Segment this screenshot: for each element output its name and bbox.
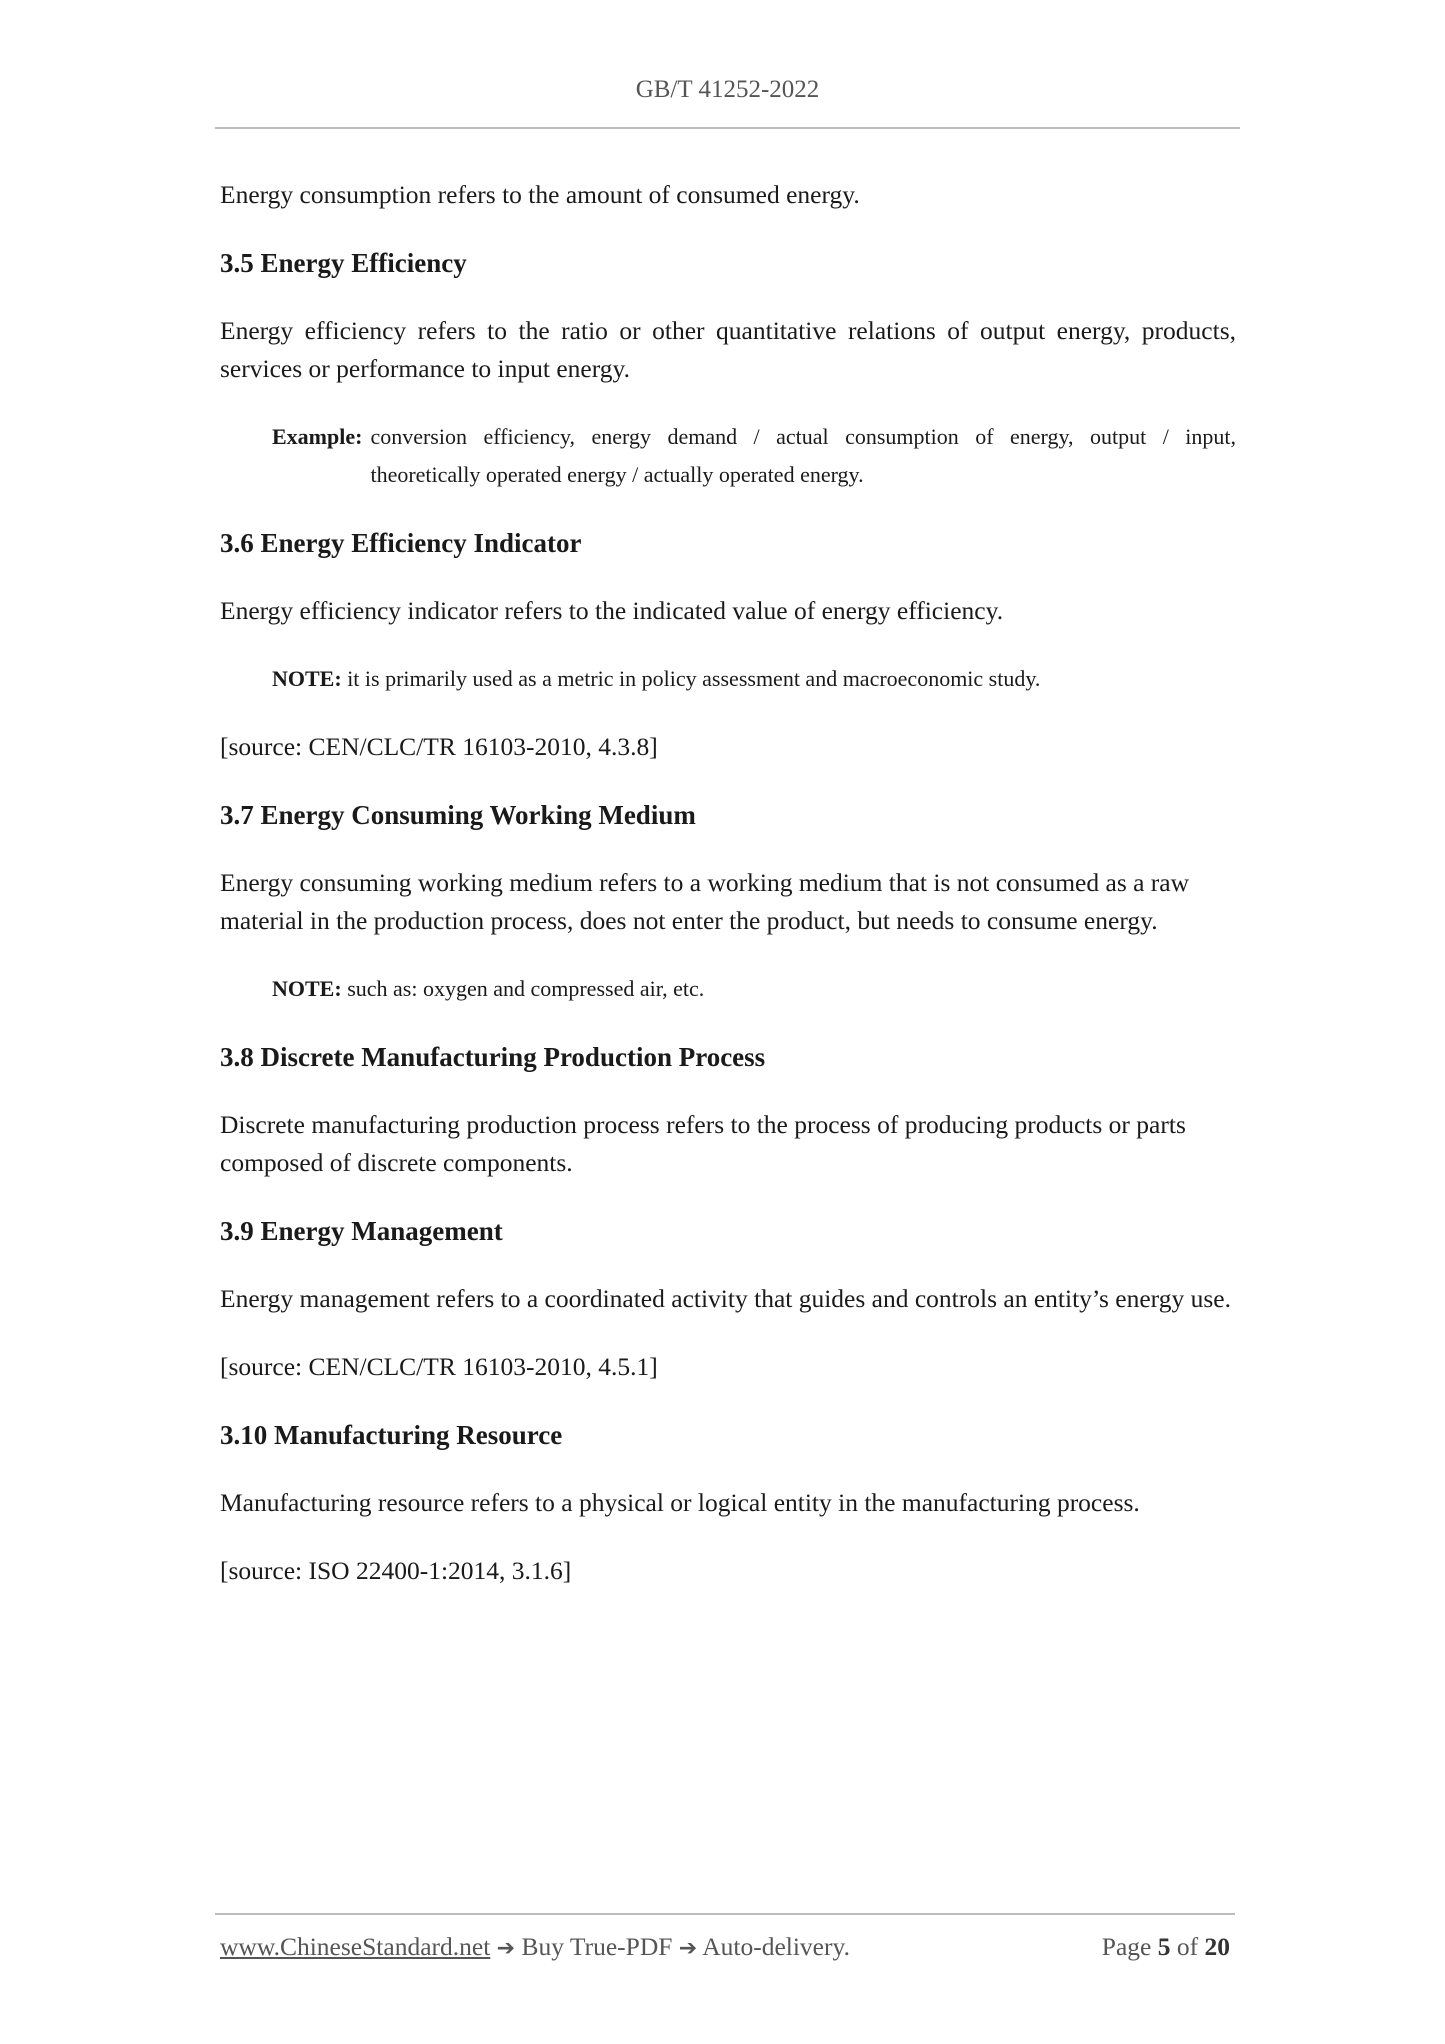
of-word: of [1176, 1932, 1199, 1961]
example-line-1: conversion efficiency, energy demand / actual consumption of energy, output / input, [370, 424, 1236, 449]
footer-divider [215, 1913, 1235, 1915]
heading-3-5: 3.5 Energy Efficiency [220, 248, 467, 278]
note-text: it is primarily used as a metric in policy assessment and macroeconomic study. [341, 666, 1041, 691]
delivery-text: Auto-delivery. [702, 1932, 850, 1961]
arrow-right-icon: ➔ [678, 1936, 698, 1961]
example-text [370, 418, 1236, 494]
footer-promo [220, 1932, 850, 1962]
intro-paragraph: Energy consumption refers to the amount of consumed energy. [220, 180, 860, 209]
example-line-2: theoretically operated energy / actually operated energy. [370, 462, 864, 487]
document-body [220, 176, 1236, 1620]
heading-3-7: 3.7 Energy Consuming Working Medium [220, 800, 696, 830]
page-word: Page [1101, 1932, 1152, 1961]
page-number [1102, 1932, 1230, 1962]
page-current: 5 [1157, 1932, 1171, 1961]
example-label: Example: [272, 424, 363, 449]
paragraph-3-5: Energy efficiency refers to the ratio or other quantitative relations of output energy, products, services or performance to input energy. [220, 316, 1236, 383]
source-3-9: [source: CEN/CLC/TR 16103-2010, 4.5.1] [220, 1352, 658, 1381]
note-3-7 [272, 970, 1236, 1008]
heading-3-9: 3.9 Energy Management [220, 1216, 503, 1246]
page-total: 20 [1204, 1932, 1230, 1961]
note-3-6 [272, 660, 1236, 698]
note-label: NOTE: [272, 976, 342, 1001]
source-3-6: [source: CEN/CLC/TR 16103-2010, 4.3.8] [220, 732, 658, 761]
paragraph-3-8: Discrete manufacturing production process refers to the process of producing products or parts composed of discrete components. [220, 1110, 1186, 1177]
paragraph-3-6: Energy efficiency indicator refers to the indicated value of energy efficiency. [220, 596, 1004, 625]
source-3-10: [source: ISO 22400-1:2014, 3.1.6] [220, 1556, 572, 1585]
paragraph-3-7: Energy consuming working medium refers to a working medium that is not consumed as a raw material in the production process, does not enter the product, but needs to consume energy. [220, 868, 1190, 935]
heading-3-6: 3.6 Energy Efficiency Indicator [220, 528, 582, 558]
header-divider [215, 127, 1240, 129]
page-footer [220, 1932, 1230, 1962]
page-header: GB/T 41252-2022 [635, 76, 820, 103]
note-label: NOTE: [272, 666, 342, 691]
buy-text: Buy True-PDF [521, 1932, 673, 1961]
heading-3-8: 3.8 Discrete Manufacturing Production Process [220, 1042, 766, 1072]
note-text: such as: oxygen and compressed air, etc. [341, 976, 705, 1001]
paragraph-3-10: Manufacturing resource refers to a physical or logical entity in the manufacturing process. [220, 1488, 1140, 1517]
paragraph-3-9: Energy management refers to a coordinated activity that guides and controls an entity’s energy use. [220, 1284, 1231, 1313]
website-link[interactable]: www.ChineseStandard.net [220, 1932, 491, 1961]
example-3-5 [272, 418, 1236, 494]
heading-3-10: 3.10 Manufacturing Resource [220, 1420, 563, 1450]
arrow-right-icon: ➔ [496, 1936, 516, 1961]
